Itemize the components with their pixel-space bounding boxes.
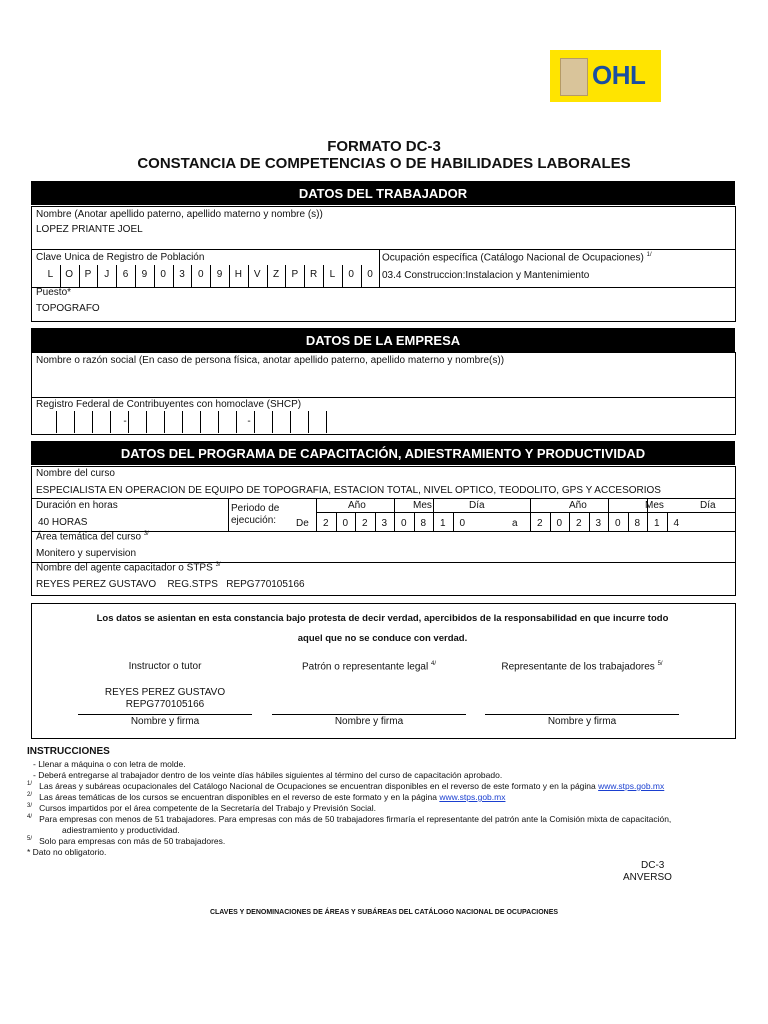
declaration-line-1: Los datos se asientan en esta constancia bajo protesta de decir verdad, apercibidos de la responsabilidad en que incurre todo — [96, 613, 669, 624]
date-cell-border — [550, 512, 551, 532]
rfc-separator: - — [123, 416, 127, 427]
curp-char[interactable]: L — [329, 269, 336, 280]
to-year-header: Año — [569, 500, 587, 511]
curp-char[interactable]: 6 — [122, 269, 129, 280]
instruction-line: $^{4/}$ Para empresas con menos de 51 trabajadores. Para empresas con más de 50 trabajadores firmaría el representante del patrón ante la Comisión mixta de capacitación, — [27, 814, 672, 824]
curp-cell-border — [173, 265, 174, 287]
curp-cell-border — [323, 265, 324, 287]
date-cell-border — [569, 512, 570, 532]
instruction-line: * Dato no obligatorio. — [27, 847, 107, 857]
program-section-header: DATOS DEL PROGRAMA DE CAPACITACIÓN, ADIESTRAMIENTO Y PRODUCTIVIDAD — [31, 441, 735, 465]
curp-char[interactable]: P — [291, 269, 299, 280]
to-date-digit[interactable]: 3 — [595, 518, 602, 529]
rfc-cell-border — [308, 411, 309, 433]
rfc-cell-border — [236, 411, 237, 433]
curp-cell-border — [248, 265, 249, 287]
form-subtitle: CONSTANCIA DE COMPETENCIAS O DE HABILIDADES LABORALES — [137, 155, 631, 172]
instructor-label: Instructor o tutor — [128, 661, 202, 672]
from-date-digit[interactable]: 2 — [361, 518, 368, 529]
curp-char[interactable]: 0 — [367, 269, 373, 280]
rfc-cell-border — [182, 411, 183, 433]
from-label: De — [296, 518, 309, 529]
to-date-digit[interactable]: 2 — [536, 518, 543, 529]
date-cell-border — [336, 512, 337, 532]
instructor-reg[interactable]: REPG770105166 — [125, 699, 205, 710]
curp-cell-border — [154, 265, 155, 287]
to-date-digit[interactable]: 1 — [653, 518, 660, 529]
area-value[interactable]: Monitero y supervision — [36, 548, 137, 559]
rfc-cell-border — [254, 411, 255, 433]
curp-char[interactable]: H — [234, 269, 243, 280]
from-date-digit[interactable]: 0 — [342, 518, 349, 529]
to-date-digit[interactable]: 8 — [634, 518, 641, 529]
curp-grid[interactable] — [31, 265, 379, 287]
rfc-separator: - — [247, 416, 251, 427]
from-day-header: Día — [469, 500, 485, 511]
period-date-grid[interactable] — [0, 498, 768, 532]
instruction-line: $^{5/}$ Solo para empresas con más de 50 trabajadores. — [27, 836, 226, 846]
date-cell-border — [628, 512, 629, 532]
rfc-cell-border — [92, 411, 93, 433]
curp-cell-border — [210, 265, 211, 287]
from-month-header: Mes — [413, 500, 432, 511]
workers-rep-sign-caption: Nombre y firma — [547, 716, 617, 727]
workers-rep-signature-line[interactable] — [485, 714, 679, 715]
to-date-digit[interactable]: 0 — [614, 518, 621, 529]
instruction-line: adiestramiento y productividad. — [62, 825, 180, 835]
curp-cell-border — [361, 265, 362, 287]
divider — [379, 249, 380, 287]
company-name-label: Nombre o razón social (En caso de persona física, anotar apellido paterno, apellido materno y nombre(s)) — [36, 355, 505, 366]
curp-char[interactable]: R — [309, 269, 318, 280]
declaration-line-2: aquel que no se conduce con verdad. — [297, 633, 468, 644]
to-label: a — [512, 518, 518, 529]
course-value[interactable]: ESPECIALISTA EN OPERACION DE EQUIPO DE TOPOGRAFIA, ESTACION TOTAL, NIVEL OPTICO, TEODOLITO, GPS Y ACCESORIOS — [36, 485, 661, 496]
curp-cell-border — [60, 265, 61, 287]
agent-label: Nombre del agente capacitador o STPS $^{3/}$ — [36, 562, 221, 574]
position-label: Puesto* — [36, 287, 72, 298]
curp-char[interactable]: 0 — [160, 269, 166, 280]
divider — [31, 397, 736, 398]
curp-char[interactable]: 9 — [216, 269, 223, 280]
instructor-name[interactable]: REYES PEREZ GUSTAVO — [104, 687, 226, 698]
instruction-line: $^{1/}$ Las áreas y subáreas ocupacionales del Catálogo Nacional de Ocupaciones se encuentran disponibles en el reverso de este formato y en la página www.stps.gob.mx — [27, 781, 665, 791]
rfc-cell-border — [110, 411, 111, 433]
date-cell-border — [647, 498, 648, 532]
curp-cell-border — [79, 265, 80, 287]
footer-side: ANVERSO — [623, 872, 672, 883]
form-title: FORMATO DC-3 — [327, 138, 441, 155]
to-date-digit[interactable]: 0 — [556, 518, 563, 529]
curp-char[interactable]: 0 — [198, 269, 204, 280]
period-label-1: Periodo de — [231, 503, 280, 514]
course-label: Nombre del curso — [36, 468, 115, 479]
position-value[interactable]: TOPOGRAFO — [36, 303, 100, 314]
from-date-digit[interactable]: 0 — [400, 518, 407, 529]
logo-emblem-icon — [560, 58, 588, 96]
date-cell-border — [589, 512, 590, 532]
date-cell-border — [530, 498, 531, 532]
employer-sign-caption: Nombre y firma — [334, 716, 404, 727]
instructor-signature-line[interactable] — [78, 714, 252, 715]
from-date-digit[interactable]: 8 — [420, 518, 427, 529]
curp-cell-border — [285, 265, 286, 287]
to-date-digit[interactable]: 2 — [575, 518, 582, 529]
from-date-digit[interactable]: 3 — [381, 518, 388, 529]
curp-cell-border — [267, 265, 268, 287]
instruction-line: $^{2/}$ Las áreas temáticas de los cursos se encuentran disponibles en el reverso de este formato y en la página www.stps.gob.mx — [27, 792, 506, 802]
instruction-line: - Deberá entregarse al trabajador dentro de los veinte días hábiles siguientes al término del curso de capacitación aprobado. — [33, 770, 503, 780]
date-cell-border — [667, 512, 668, 532]
rfc-cell-border — [56, 411, 57, 433]
period-label-2: ejecución: — [231, 515, 277, 526]
curp-cell-border — [304, 265, 305, 287]
worker-name-value[interactable]: LOPEZ PRIANTE JOEL — [36, 224, 143, 235]
to-day-header: Día — [700, 500, 716, 511]
logo-text: OHL — [592, 60, 646, 90]
stps-link[interactable]: www.stps.gob.mx — [598, 781, 665, 791]
instruction-line: - Llenar a máquina o con letra de molde. — [33, 759, 186, 769]
date-cell-border — [433, 498, 434, 532]
curp-char[interactable]: P — [84, 269, 92, 280]
date-cell-border — [316, 498, 317, 532]
area-label: Área temática del curso $^{3/}$ — [36, 531, 149, 543]
date-cell-border — [453, 512, 454, 532]
occupation-value[interactable]: 03.4 Construccion:Instalacion y Mantenimiento — [382, 270, 590, 281]
curp-cell-border — [116, 265, 117, 287]
date-cell-border — [355, 512, 356, 532]
from-year-header: Año — [348, 500, 366, 511]
to-month-header: Mes — [645, 500, 664, 511]
employer-signature-line[interactable] — [272, 714, 466, 715]
instruction-line: $^{3/}$ Cursos impartidos por el área competente de la Secretaría del Trabajo y Previsión Social. — [27, 803, 376, 813]
company-logo — [550, 50, 661, 102]
curp-cell-border — [191, 265, 192, 287]
workers-rep-label: Representante de los trabajadores $^{5/}$ — [501, 661, 663, 673]
rfc-cell-border — [146, 411, 147, 433]
date-cell-border — [394, 498, 395, 532]
date-cell-border — [375, 512, 376, 532]
from-date-digit[interactable]: 0 — [459, 518, 466, 529]
from-date-digit[interactable]: 1 — [439, 518, 446, 529]
curp-char[interactable]: Z — [272, 269, 280, 280]
rfc-cell-border — [290, 411, 291, 433]
rfc-cell-border — [218, 411, 219, 433]
agent-value[interactable]: REYES PEREZ GUSTAVO REG.STPS REPG770105166 — [36, 579, 305, 590]
duration-value[interactable]: 40 HORAS — [38, 517, 88, 528]
curp-char[interactable]: 0 — [348, 269, 354, 280]
stps-link[interactable]: www.stps.gob.mx — [439, 792, 506, 802]
catalog-title: CLAVES Y DENOMINACIONES DE ÁREAS Y SUBÁREAS DEL CATÁLOGO NACIONAL DE OCUPACIONES — [209, 909, 559, 916]
from-date-digit[interactable]: 2 — [322, 518, 329, 529]
curp-char[interactable]: 3 — [179, 269, 185, 280]
instructions-title: INSTRUCCIONES — [27, 746, 110, 757]
instructor-sign-caption: Nombre y firma — [130, 716, 200, 727]
divider — [31, 287, 736, 288]
worker-name-label: Nombre (Anotar apellido paterno, apellido materno y nombre (s)) — [36, 209, 323, 220]
rfc-cell-border — [272, 411, 273, 433]
rfc-cell-border — [74, 411, 75, 433]
curp-char[interactable]: O — [65, 269, 74, 280]
company-section-header: DATOS DE LA EMPRESA — [31, 328, 735, 352]
rfc-cell-border — [326, 411, 327, 433]
rfc-cell-border — [200, 411, 201, 433]
employer-label: Patrón o representante legal $^{4/}$ — [302, 661, 436, 673]
rfc-cell-border — [164, 411, 165, 433]
footer-code: DC-3 — [641, 860, 665, 871]
curp-char[interactable]: 9 — [141, 269, 148, 280]
to-date-digit[interactable]: 4 — [673, 518, 680, 529]
date-cell-border — [608, 498, 609, 532]
rfc-grid[interactable] — [31, 411, 331, 433]
curp-char[interactable]: L — [47, 269, 54, 280]
curp-label: Clave Unica de Registro de Población — [36, 252, 205, 263]
curp-char[interactable]: V — [253, 269, 261, 280]
occupation-label: Ocupación específica (Catálogo Nacional de Ocupaciones) $^{1/}$ — [382, 252, 652, 264]
divider — [31, 249, 736, 250]
curp-char[interactable]: J — [104, 269, 110, 280]
rfc-label: Registro Federal de Contribuyentes con homoclave (SHCP) — [36, 399, 302, 410]
curp-cell-border — [229, 265, 230, 287]
curp-cell-border — [342, 265, 343, 287]
curp-cell-border — [135, 265, 136, 287]
date-cell-border — [414, 512, 415, 532]
duration-label: Duración en horas — [36, 500, 118, 511]
curp-cell-border — [97, 265, 98, 287]
worker-section-header: DATOS DEL TRABAJADOR — [31, 181, 735, 205]
